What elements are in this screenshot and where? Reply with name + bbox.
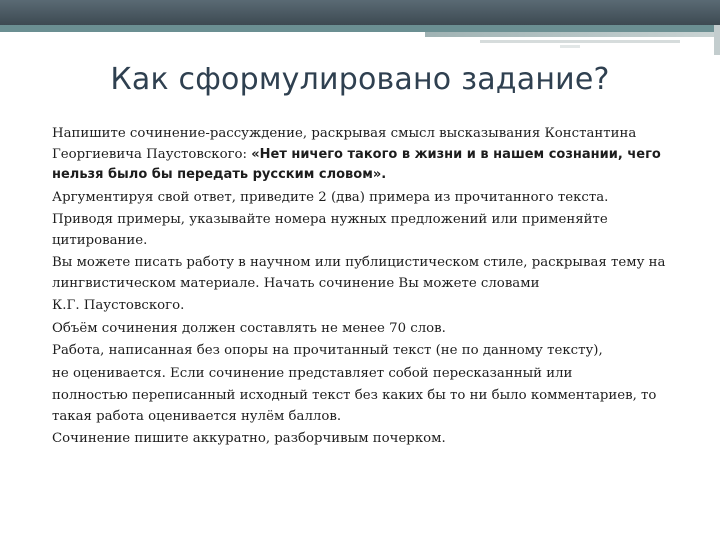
decor-stripe bbox=[480, 40, 680, 43]
text-line: не оценивается. Если сочинение представляет собой пересказанный или bbox=[52, 365, 573, 381]
text-line: полностью переписанный исходный текст без каких бы то ни было комментариев, то такая работа оценивается нулём баллов. bbox=[52, 388, 657, 424]
task-intro: Напишите сочинение-рассуждение, раскрывая смысл высказывания Константина Георгиевича Паустовского: bbox=[52, 126, 637, 162]
slide-title: Как сформулировано задание? bbox=[110, 62, 610, 97]
text-line: Работа, написанная без опоры на прочитанный текст (не по данному тексту), bbox=[52, 343, 603, 358]
text-line: Объём сочинения должен составлять не менее 70 слов. bbox=[52, 320, 446, 336]
text-line: Вы можете писать работу в научном или публицистическом стиле, раскрывая тему на лингвистическом материале. Начать сочинение Вы можете словами bbox=[52, 255, 666, 291]
decor-stripe bbox=[425, 32, 715, 37]
decor-edge bbox=[714, 25, 720, 55]
text-line: К.Г. Паустовского. bbox=[52, 298, 185, 313]
quote-text: «Нет ничего такого в жизни и в нашем сознании, чего нельзя было бы передать русским словом». bbox=[52, 146, 661, 182]
task-text bbox=[52, 124, 677, 452]
task-paragraph bbox=[52, 124, 677, 186]
accent-line bbox=[0, 25, 720, 32]
text-line: Приводя примеры, указывайте номера нужных предложений или применяйте цитирование. bbox=[52, 212, 608, 248]
decor-stripe bbox=[560, 45, 580, 48]
top-decor-bar bbox=[0, 0, 720, 25]
text-line: Аргументируя свой ответ, приведите 2 (два) примера из прочитанного текста. bbox=[52, 189, 609, 205]
text-line: Сочинение пишите аккуратно, разборчивым почерком. bbox=[52, 431, 446, 446]
